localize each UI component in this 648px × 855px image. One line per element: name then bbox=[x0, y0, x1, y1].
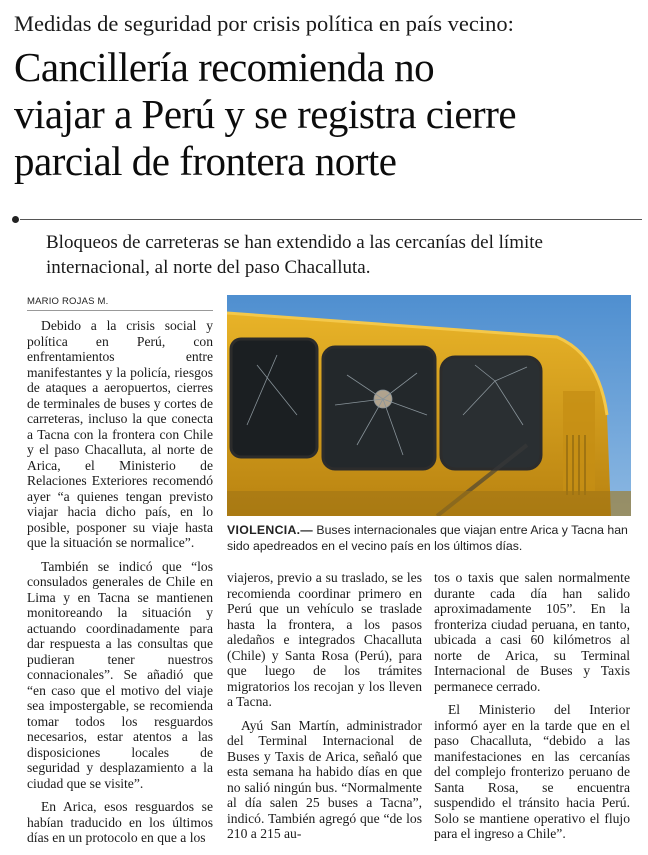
caption-text: Buses internacionales que viajan entre Arica y Tacna han sido apedreados en el vecino país en los últimos días. bbox=[227, 523, 628, 553]
divider bbox=[20, 219, 642, 220]
news-photo bbox=[227, 295, 631, 516]
bus-window bbox=[441, 357, 541, 469]
paragraph: tos o taxis que salen normalmente durante cada día han salido aproximadamente 105”. En la fronteriza ciudad peruana, en tanto, ubicada a casi 60 kilómetros al norte de Arica, su Terminal Internacional de Buses y Taxis permanece cerrado. bbox=[434, 570, 630, 694]
photo-caption bbox=[227, 522, 631, 554]
column-1 bbox=[27, 318, 213, 854]
byline-divider bbox=[27, 310, 213, 311]
bus-window bbox=[323, 347, 435, 469]
bus-window bbox=[231, 339, 317, 457]
headline-line: parcial de frontera norte bbox=[14, 138, 397, 184]
paragraph: El Ministerio del Interior informó ayer en la tarde que en el paso Chacalluta, “debido a las manifestaciones en las cercanías del complejo fronterizo peruano de Santa Rosa, se encuentra suspendido el tránsito hacia Perú. Solo se mantiene operativo el flujo para el ingreso a Chile”. bbox=[434, 702, 630, 841]
kicker: Medidas de seguridad por crisis política en país vecino: bbox=[14, 11, 514, 36]
paragraph: viajeros, previo a su traslado, se les recomienda coordinar primero en Perú que un vehículo se traslade hasta la frontera, a los pasos aledaños e integrados Chacalluta (Chile) y Santa Rosa (Perú), para que luego de los trámites migratorios los recojan y los lleven a Tacna. bbox=[227, 570, 422, 709]
column-2 bbox=[227, 570, 422, 850]
paragraph: En Arica, esos resguardos se habían traducido en los últimos días en un protocolo en que a los bbox=[27, 799, 213, 845]
bus-photo-illustration bbox=[227, 295, 631, 516]
bullet-dot bbox=[12, 216, 19, 223]
paragraph: Ayú San Martín, administrador del Terminal Internacional de Buses y Taxis de Arica, señaló que esta semana ha habido días en que no salió ningún bus. “Normalmente al día salen 25 buses a Tacna”, indicó. También agregó que “de los 210 a 215 au- bbox=[227, 717, 422, 841]
deck: Bloqueos de carreteras se han extendido a las cercanías del límite internacional, al norte del paso Chacalluta. bbox=[46, 232, 543, 278]
paragraph: También se indicó que “los consulados generales de Chile en Lima y en Tacna se mantienen monitoreando la situación y actuando coordinadamente para dar respuesta a las consultas que pudieran tener nuestros connacionales”. Se añadió que “en caso que el motivo del viaje sea impostergable, se recomienda tomar todos los resguardos necesarios, estar atentos a las disposiciones locales de seguridad y desplazamiento a la ciudad que se visite”. bbox=[27, 558, 213, 791]
caption-label: VIOLENCIA.— bbox=[227, 523, 313, 537]
paragraph: Debido a la crisis social y política en Perú, con enfrentamientos entre manifestantes y la policía, riesgos de ataques a aeropuertos, cierres de terminales de buses y cortes de carreteras, incluso la que conecta a Tacna con la frontera con Chile y el paso Chacalluta, al norte de Arica, el Ministerio de Relaciones Exteriores recomendó ayer “a quienes tengan previsto viajar hacia dicho país, en lo posible, posponer su viaje hasta que la situación se normalice”. bbox=[27, 318, 213, 550]
headline-line: viajar a Perú y se registra cierre bbox=[14, 91, 517, 137]
column-3 bbox=[434, 570, 630, 850]
byline: MARIO ROJAS M. bbox=[27, 296, 109, 307]
headline-line: Cancillería recomienda no bbox=[14, 44, 435, 90]
headline bbox=[14, 44, 639, 185]
